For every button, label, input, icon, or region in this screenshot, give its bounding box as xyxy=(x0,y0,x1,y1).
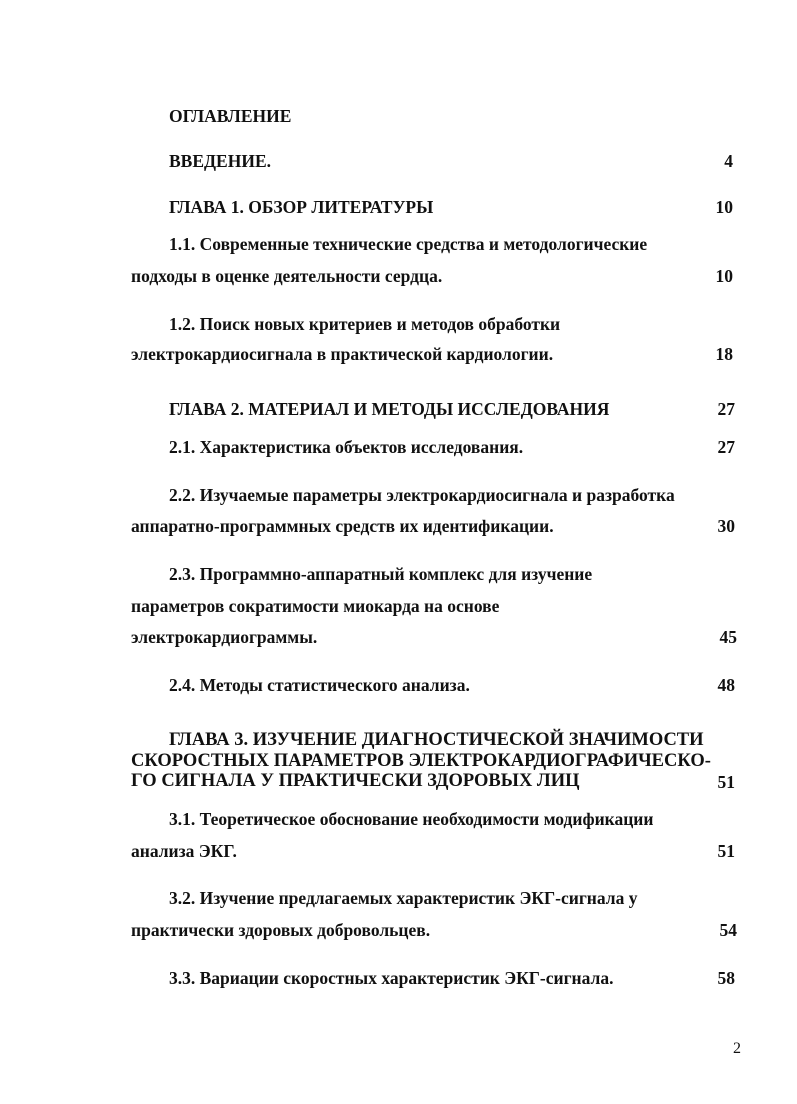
toc-s31-line2: анализа ЭКГ. xyxy=(131,841,237,861)
toc-s12-page: 18 xyxy=(715,344,733,364)
toc-s22-page: 30 xyxy=(717,516,735,536)
toc-s24-page: 48 xyxy=(717,675,735,695)
toc-s31-line1: 3.1. Теоретическое обоснование необходимости модификации xyxy=(169,809,654,829)
toc-ch1-page: 10 xyxy=(715,197,733,217)
toc-s12-line1: 1.2. Поиск новых критериев и методов обработки xyxy=(169,314,561,334)
toc-s23-page: 45 xyxy=(719,627,737,647)
toc-s32-line1: 3.2. Изучение предлагаемых характеристик ЭКГ-сигнала у xyxy=(169,888,638,908)
toc-s21-line1: 2.1. Характеристика объектов исследования. xyxy=(169,437,524,457)
toc-ch3-page: 51 xyxy=(717,772,735,792)
toc-s33-line1: 3.3. Вариации скоростных характеристик ЭКГ-сигнала. xyxy=(169,968,614,988)
toc-s31-page: 51 xyxy=(717,841,735,861)
toc-ch2-page: 27 xyxy=(717,399,735,419)
toc-s22-line2: аппаратно-программных средств их идентификации. xyxy=(131,516,554,536)
toc-s21-page: 27 xyxy=(717,437,735,457)
toc-s32-page: 54 xyxy=(719,920,737,940)
toc-intro-page: 4 xyxy=(724,151,733,171)
toc-s11-line2: подходы в оценке деятельности сердца. xyxy=(131,266,443,286)
toc-ch2-title: ГЛАВА 2. МАТЕРИАЛ И МЕТОДЫ ИССЛЕДОВАНИЯ xyxy=(169,399,610,419)
toc-ch1-title: ГЛАВА 1. ОБЗОР ЛИТЕРАТУРЫ xyxy=(169,197,434,217)
page-number: 2 xyxy=(733,1040,741,1057)
toc-intro-title: ВВЕДЕНИЕ. xyxy=(169,151,272,171)
toc-s24-line1: 2.4. Методы статистического анализа. xyxy=(169,675,470,695)
toc-s23-line1: 2.3. Программно-аппаратный комплекс для изучение xyxy=(169,564,593,584)
toc-s23-line2: параметров сократимости миокарда на основе xyxy=(131,596,500,616)
toc-heading: ОГЛАВЛЕНИЕ xyxy=(169,106,292,126)
toc-ch3-line2: СКОРОСТНЫХ ПАРАМЕТРОВ ЭЛЕКТРОКАРДИОГРАФИЧЕСКО- xyxy=(131,751,711,771)
toc-s32-line2: практически здоровых добровольцев. xyxy=(131,920,431,940)
toc-s22-line1: 2.2. Изучаемые параметры электрокардиосигнала и разработка xyxy=(169,485,675,505)
toc-ch3-line3: ГО СИГНАЛА У ПРАКТИЧЕСКИ ЗДОРОВЫХ ЛИЦ xyxy=(131,771,580,791)
toc-s12-line2: электрокардиосигнала в практической кардиологии. xyxy=(131,344,554,364)
toc-s11-page: 10 xyxy=(715,266,733,286)
toc-s23-line3: электрокардиограммы. xyxy=(131,627,318,647)
toc-ch3-line1: ГЛАВА 3. ИЗУЧЕНИЕ ДИАГНОСТИЧЕСКОЙ ЗНАЧИМОСТИ xyxy=(169,730,704,750)
toc-s33-page: 58 xyxy=(717,968,735,988)
toc-s11-line1: 1.1. Современные технические средства и методологические xyxy=(169,234,648,254)
